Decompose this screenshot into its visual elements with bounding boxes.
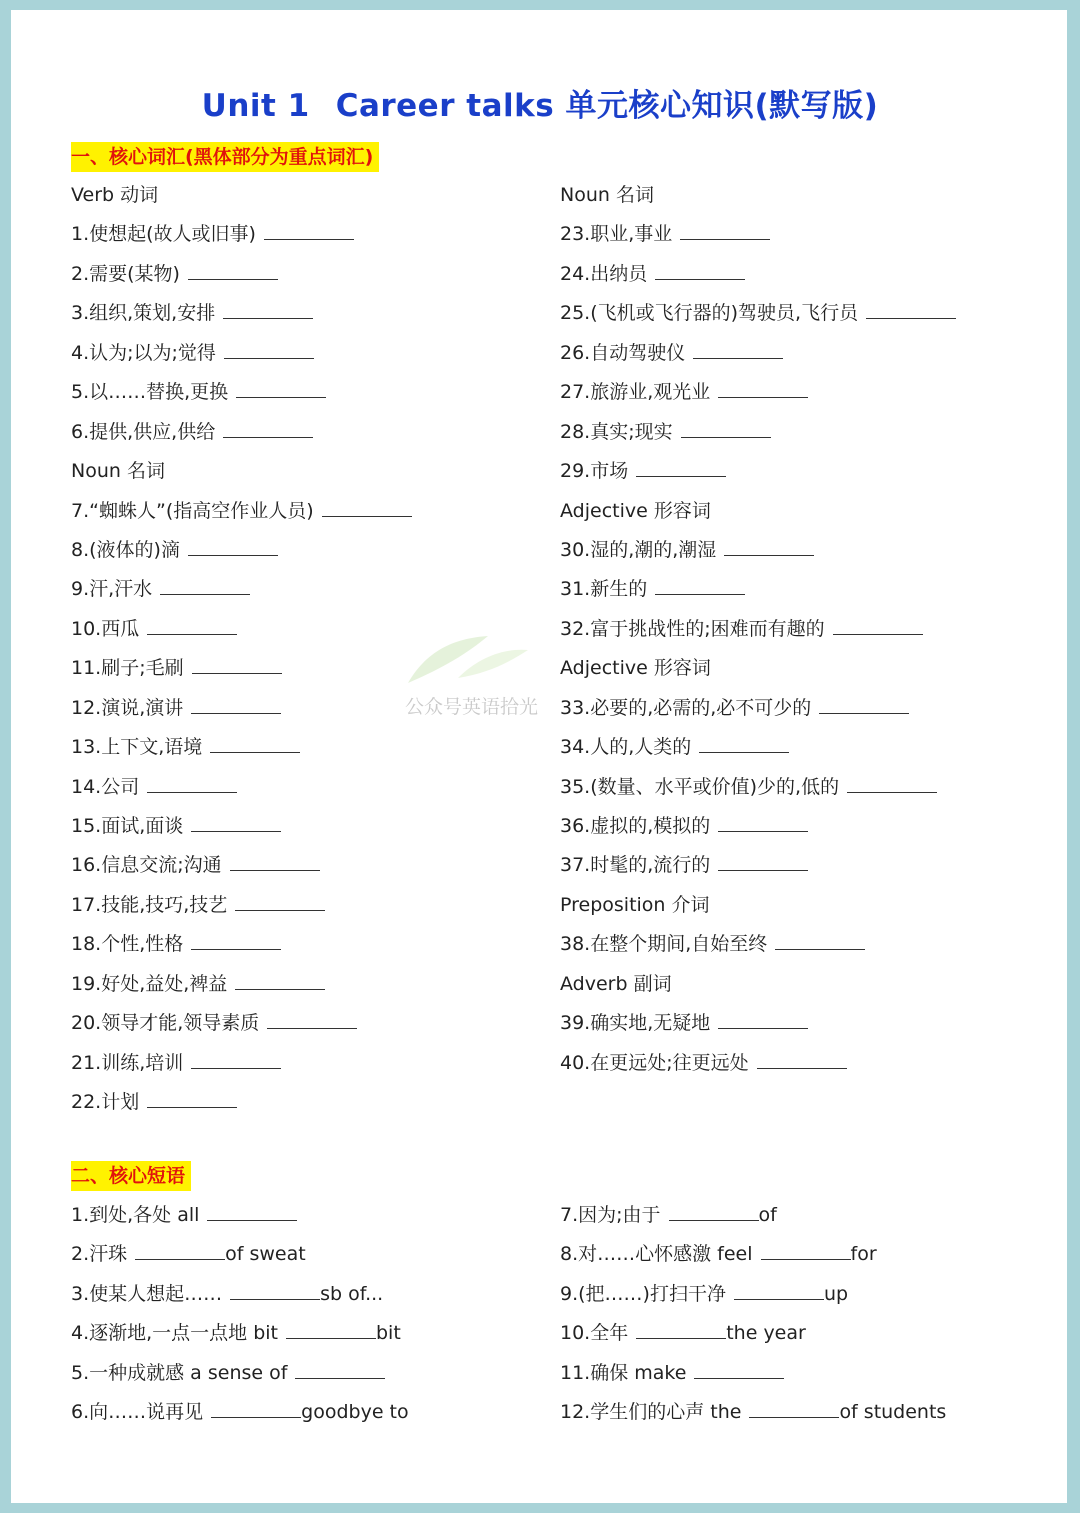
vocab-item-text: Adverb 副词 [560,972,672,995]
vocab-item-text: 9.汗,汗水 [71,578,153,601]
vocab-item-text: 3.组织,策划,安排 [71,302,216,325]
vocab-item [71,413,551,452]
answer-blank[interactable] [761,1245,851,1260]
vocab-item [560,570,1040,609]
answer-blank[interactable] [693,344,783,359]
vocab-item [71,965,551,1004]
vocab-item [560,925,1040,964]
answer-blank[interactable] [734,1285,824,1300]
vocab-item-text: 28.真实;现实 [560,420,673,443]
vocab-item-text: 5.以……替换,更换 [71,381,229,404]
phrase-item [71,1235,551,1274]
answer-blank[interactable] [230,856,320,871]
phrase-suffix: of [758,1204,777,1226]
phrase-item [560,1235,1040,1274]
page-title [0,80,1080,125]
vocab-item-text: Adjective 形容词 [560,657,711,680]
vocab-item [71,886,551,925]
answer-blank[interactable] [235,896,325,911]
phrase-prompt: 1.到处,各处 all [71,1204,200,1226]
phrase-column-left [71,1196,551,1433]
phrase-item [560,1393,1040,1432]
answer-blank[interactable] [636,462,726,477]
phrase-item [71,1196,551,1235]
phrase-prompt: 2.汗珠 [71,1243,128,1266]
answer-blank[interactable] [224,344,314,359]
phrase-prompt: 3.使某人想起…… [71,1282,223,1305]
vocab-item [560,255,1040,294]
vocab-item-text: 36.虚拟的,模拟的 [560,815,711,837]
answer-blank[interactable] [322,502,412,517]
vocab-item-text: Verb 动词 [71,184,159,206]
phrase-item [560,1196,1040,1235]
vocab-item [71,492,551,531]
vocab-item-text: 33.必要的,必需的,必不可少的 [560,696,812,719]
vocab-item-text: 14.公司 [71,775,140,798]
answer-blank[interactable] [267,1014,357,1029]
vocab-item-text: 29.市场 [560,460,629,483]
answer-blank[interactable] [718,856,808,871]
answer-blank[interactable] [160,580,250,595]
part-of-speech-heading [560,649,1040,688]
vocab-item [71,649,551,688]
vocab-item-text: 18.个性,性格 [71,933,184,956]
vocab-item [560,807,1040,846]
phrase-prompt: 12.学生们的心声 the [560,1401,742,1424]
vocab-item [560,334,1040,373]
vocab-item [71,531,551,570]
phrase-item [71,1393,551,1432]
answer-blank[interactable] [819,699,909,714]
vocab-column-right [560,176,1040,1083]
phrase-prompt: 7.因为;由于 [560,1204,661,1226]
vocab-item-text: 1.使想起(故人或旧事) [71,223,256,246]
title-topic: Career talks 单元核心知识(默写版) [335,88,879,124]
answer-blank[interactable] [724,541,814,556]
answer-blank[interactable] [866,304,956,319]
phrase-prompt: 6.向……说再见 [71,1401,204,1424]
vocab-item-text: Adjective 形容词 [560,499,711,522]
vocab-item-text: 12.演说,演讲 [71,696,184,719]
vocab-item-text: 24.出纳员 [560,262,648,285]
answer-blank[interactable] [655,265,745,280]
vocab-item-text: 40.在更远处;往更远处 [560,1051,749,1074]
vocab-item-text: 27.旅游业,观光业 [560,381,711,404]
vocab-item-text: 10.西瓜 [71,617,140,640]
answer-blank[interactable] [210,738,300,753]
vocab-item [71,768,551,807]
vocab-item [560,768,1040,807]
vocab-item-text: 39.确实地,无疑地 [560,1012,711,1035]
answer-blank[interactable] [718,817,808,832]
answer-blank[interactable] [188,265,278,280]
answer-blank[interactable] [147,778,237,793]
watermark-text: 公众号英语拾光 [405,696,539,718]
vocab-item-text: 35.(数量、水平或价值)少的,低的 [560,775,840,798]
phrase-item [71,1354,551,1393]
phrase-suffix: sb of... [320,1282,384,1305]
part-of-speech-heading [71,452,551,491]
phrase-item [560,1275,1040,1314]
answer-blank[interactable] [147,620,237,635]
vocab-item [71,925,551,964]
title-unit: Unit 1 [201,88,310,124]
phrase-suffix: up [823,1282,849,1305]
vocab-item [71,334,551,373]
vocab-item [71,1083,551,1122]
answer-blank[interactable] [775,935,865,950]
vocab-item [71,255,551,294]
answer-blank[interactable] [680,225,770,240]
vocab-column-left [71,176,551,1123]
phrase-column-right [560,1196,1040,1433]
phrase-suffix: the year [726,1322,806,1345]
phrase-prompt: 9.(把……)打扫干净 [560,1282,726,1305]
part-of-speech-heading [560,886,1040,925]
phrase-item [71,1275,551,1314]
answer-blank[interactable] [718,383,808,398]
vocab-item [560,294,1040,333]
answer-blank[interactable] [223,423,313,438]
vocab-item [71,1004,551,1043]
vocab-item-text: 25.(飞机或飞行器的)驾驶员,飞行员 [560,302,859,325]
vocab-item-text: 23.职业,事业 [560,223,673,246]
section-heading-phrases: 二、核心短语 [71,1161,191,1191]
phrase-suffix: of students [839,1401,947,1424]
answer-blank[interactable] [191,699,281,714]
vocab-item [71,215,551,254]
vocab-item [71,1044,551,1083]
phrase-prompt: 8.对……心怀感激 feel [560,1243,753,1266]
phrase-suffix: goodbye to [301,1401,409,1424]
vocab-item-text: 16.信息交流;沟通 [71,854,222,877]
vocab-item [560,610,1040,649]
phrase-suffix: for [850,1243,877,1266]
answer-blank[interactable] [757,1054,847,1069]
vocab-item-text: 20.领导才能,领导素质 [71,1012,260,1035]
vocab-item-text: 13.上下文,语境 [71,736,203,759]
answer-blank[interactable] [192,659,282,674]
vocab-item-text: 6.提供,供应,供给 [71,420,216,443]
answer-blank[interactable] [191,935,281,950]
vocab-item [560,1004,1040,1043]
answer-blank[interactable] [681,423,771,438]
answer-blank[interactable] [191,1054,281,1069]
vocab-item-text: 17.技能,技巧,技艺 [71,893,228,916]
part-of-speech-heading [560,965,1040,1004]
phrase-suffix: of sweat [225,1243,306,1266]
vocab-item-text: 11.刷子;毛刷 [71,657,184,680]
answer-blank[interactable] [718,1014,808,1029]
answer-blank[interactable] [264,225,354,240]
answer-blank[interactable] [669,1206,759,1221]
vocab-item [71,610,551,649]
answer-blank[interactable] [188,541,278,556]
answer-blank[interactable] [699,738,789,753]
phrase-item [560,1314,1040,1353]
part-of-speech-heading [560,492,1040,531]
vocab-item [71,728,551,767]
vocab-item-text: 4.认为;以为;觉得 [71,341,216,364]
vocab-item-text: 2.需要(某物) [71,262,180,285]
answer-blank[interactable] [636,1324,726,1339]
answer-blank[interactable] [694,1364,784,1379]
phrase-suffix: bit [376,1322,401,1345]
vocab-item-text: 34.人的,人类的 [560,736,692,759]
vocab-item-text: Noun 名词 [560,184,654,206]
answer-blank[interactable] [236,383,326,398]
answer-blank[interactable] [286,1324,376,1339]
phrase-prompt: 5.一种成就感 a sense of [71,1361,288,1384]
vocab-item-text: Preposition 介词 [560,893,710,916]
answer-blank[interactable] [211,1403,301,1418]
answer-blank[interactable] [135,1245,225,1260]
answer-blank[interactable] [191,817,281,832]
vocab-item-text: Noun 名词 [71,460,165,483]
vocab-item [71,373,551,412]
vocab-item-text: 38.在整个期间,自始至终 [560,933,768,956]
answer-blank[interactable] [207,1206,297,1221]
vocab-item [71,689,551,728]
phrase-item [71,1314,551,1353]
vocab-item [560,1044,1040,1083]
phrase-prompt: 4.逐渐地,一点一点地 bit [71,1322,278,1345]
vocab-item-text: 8.(液体的)滴 [71,538,180,561]
phrase-prompt: 11.确保 make [560,1361,687,1384]
phrase-item [560,1354,1040,1393]
answer-blank[interactable] [655,580,745,595]
phrase-prompt: 10.全年 [560,1322,629,1345]
vocab-item-text: 26.自动驾驶仪 [560,341,686,364]
vocab-item-text: 30.湿的,潮的,潮湿 [560,538,717,561]
answer-blank[interactable] [749,1403,839,1418]
vocab-item [560,413,1040,452]
answer-blank[interactable] [295,1364,385,1379]
vocab-item-text: 31.新生的 [560,578,648,601]
vocab-item-text: 37.时髦的,流行的 [560,854,711,877]
answer-blank[interactable] [833,620,923,635]
vocab-item [71,846,551,885]
vocab-item [71,570,551,609]
answer-blank[interactable] [235,975,325,990]
vocab-item-text: 19.好处,益处,裨益 [71,972,228,995]
answer-blank[interactable] [147,1093,237,1108]
vocab-item [560,215,1040,254]
vocab-item [560,689,1040,728]
vocab-item [560,846,1040,885]
vocab-item-text: 21.训练,培训 [71,1051,184,1074]
vocab-item [560,373,1040,412]
section-heading-vocabulary: 一、核心词汇(黑体部分为重点词汇) [71,142,379,172]
part-of-speech-heading [560,176,1040,215]
vocab-item [560,452,1040,491]
vocab-item [560,531,1040,570]
vocab-item-text: 15.面试,面谈 [71,815,184,837]
vocab-item-text: 7.“蜘蛛人”(指高空作业人员) [71,499,314,522]
answer-blank[interactable] [223,304,313,319]
vocab-item [71,294,551,333]
answer-blank[interactable] [230,1285,320,1300]
vocab-item-text: 22.计划 [71,1091,140,1114]
vocab-item [560,728,1040,767]
part-of-speech-heading [71,176,551,215]
vocab-item-text: 32.富于挑战性的;困难而有趣的 [560,617,825,640]
vocab-item [71,807,551,846]
answer-blank[interactable] [847,778,937,793]
